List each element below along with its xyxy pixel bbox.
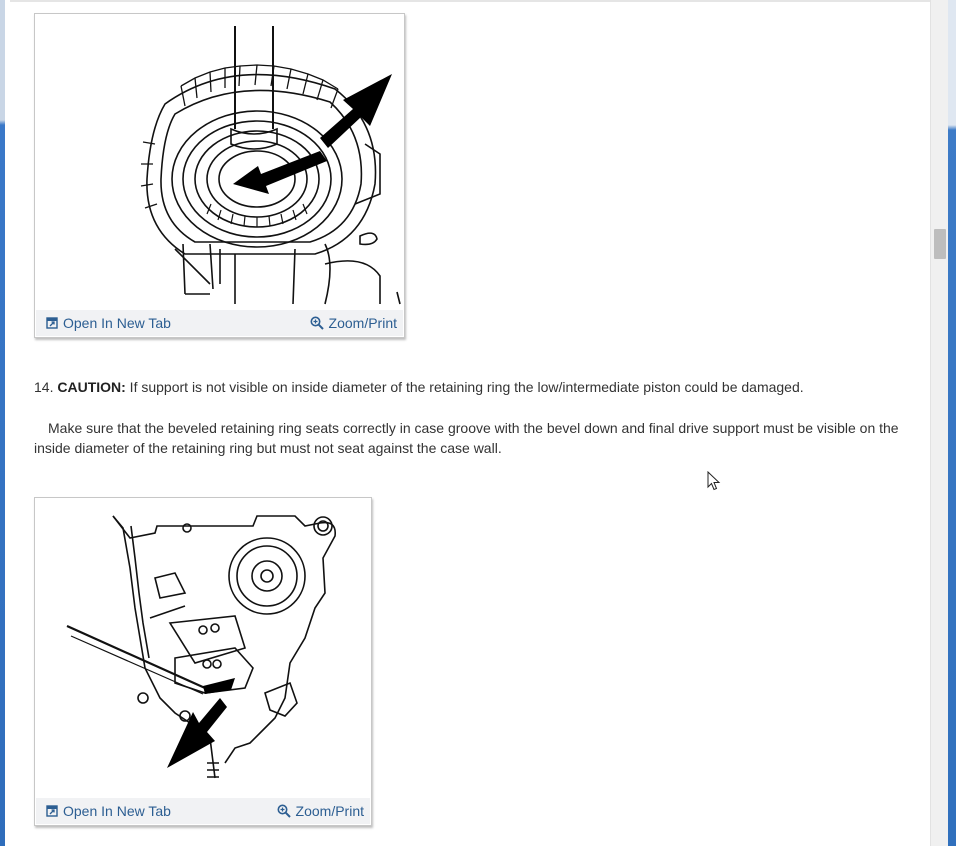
magnifier-icon [277,804,291,818]
caution-text: If support is not visible on inside diameter of the retaining ring the low/intermediate piston could be damaged. [125,379,804,395]
zoom-print-link[interactable] [310,315,397,331]
top-divider [10,0,935,2]
transmission-case-illustration [35,498,371,798]
magnifier-icon [310,316,324,330]
figure-1 [34,13,405,338]
open-in-new-tab-label: Open In New Tab [63,315,171,331]
figure-2 [34,497,372,826]
vertical-scrollbar[interactable] [930,0,949,846]
mouse-pointer-icon [707,471,721,491]
open-in-new-tab-label: Open In New Tab [63,803,171,819]
zoom-print-link[interactable] [277,803,364,819]
scrollbar-thumb[interactable] [934,229,946,259]
open-in-new-tab-link[interactable] [46,315,171,331]
zoom-print-label: Zoom/Print [295,803,364,819]
step-instruction: Make sure that the beveled retaining ring seats correctly in case groove with the bevel down and final drive support must be visible on the inside diameter of the retaining ring but must not seat against the case wall. [34,420,899,456]
figure-2-toolbar [36,798,370,824]
zoom-print-label: Zoom/Print [328,315,397,331]
step-number: 14. [34,379,54,395]
step-caution [34,377,914,397]
transmission-clutch-illustration [35,14,404,310]
open-new-tab-icon [46,317,58,329]
desktop-edge-right [948,0,956,846]
figure-1-toolbar [36,310,403,336]
caution-label: CAUTION: [57,379,126,395]
open-in-new-tab-link[interactable] [46,803,171,819]
open-new-tab-icon [46,805,58,817]
